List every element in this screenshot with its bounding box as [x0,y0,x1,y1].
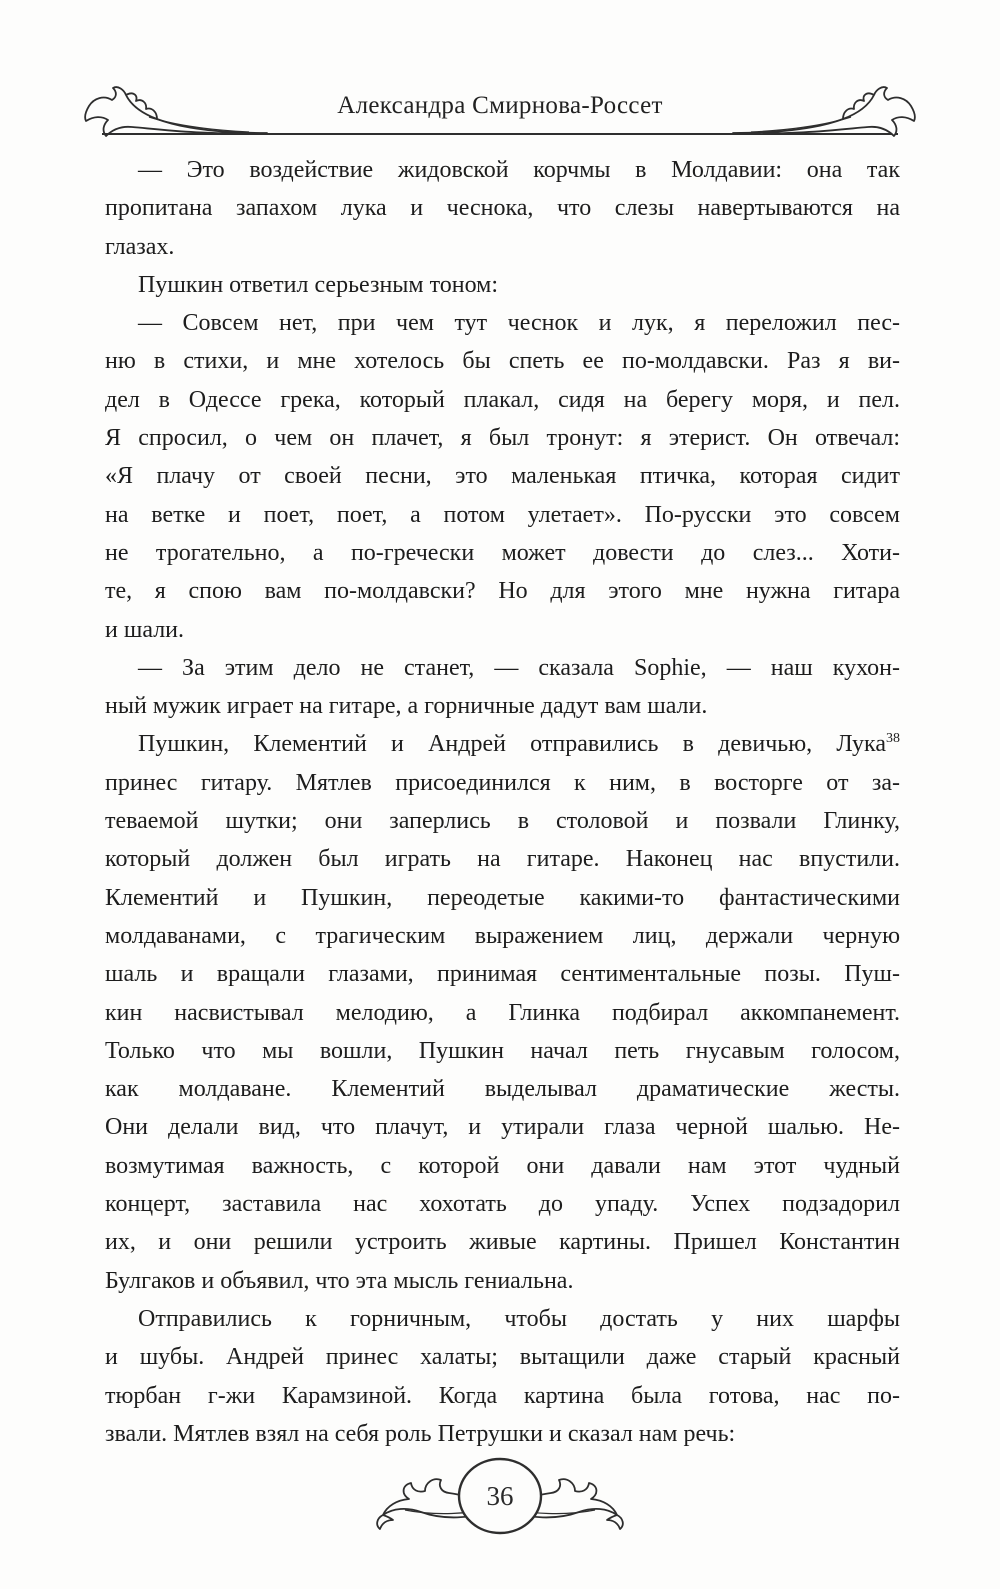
running-head [0,0,1000,150]
text-line: как молдаване. Клементий выделывал драматические жесты. [105,1076,900,1103]
text-line: и шубы. Андрей принес халаты; вытащили даже старый красный [105,1344,900,1371]
text-line: Пушкин, Клементий и Андрей отправились в девичью, Лука$^{38}$ [138,731,900,758]
text-line: «Я плачу от своей песни, это маленькая птичка, которая сидит [105,463,900,490]
text-line: Отправились к горничным, чтобы достать у них шарфы [138,1305,900,1332]
leaf-flourish-icon [731,80,916,142]
text-line: кин насвистывал мелодию, а Глинка подбирал аккомпанемент. [105,999,900,1026]
text-line: — Совсем нет, при чем тут чеснок и лук, я переложил пес- [138,310,900,337]
paragraph [105,304,900,649]
text-line: возмутимая важность, с которой они давали нам этот чудный [105,1152,900,1179]
text-line: Только что мы вошли, Пушкин начал петь гнусавым голосом, [105,1037,900,1064]
text-line: дел в Одессе грека, который плакал, сидя на берегу моря, и пел. [105,386,900,413]
text-line: ный мужик играет на гитаре, а горничные дадут вам шали. [105,693,708,720]
text-line: Пушкин ответил серьезным тоном: [138,271,499,298]
text-line: их, и они решили устроить живые картины. Пришел Константин [105,1229,900,1256]
footnote-reference: 38 [886,731,900,747]
chapter-author-title: Александра Смирнова-Россет [337,92,663,119]
text-line: Булгаков и объявил, что эта мысль гениальна. [105,1267,574,1294]
paragraph [105,1300,900,1453]
text-line: принес гитару. Мятлев присоединился к ним, в восторге от за- [105,769,900,796]
text-line: молдаванами, с трагическим выражением лиц, держали черную [105,922,900,949]
text-line: Я спросил, о чем он плачет, я был тронут: я этерист. Он отвечал: [105,425,900,452]
text-line: те, я спою вам по-молдавски? Но для этого мне нужна гитара [105,578,900,605]
text-line: концерт, заставила нас хохотать до упаду. Успех подзадорил [105,1191,900,1218]
text-line: на ветке и поет, поет, а потом улетает». По-русски это совсем [105,501,900,528]
paragraph [105,266,900,304]
text-line: Клементий и Пушкин, переодетые какими-то фантастическими [105,884,900,911]
text-line: глазах. [105,233,175,260]
paragraph [105,725,900,1299]
text-line: и шали. [105,616,185,643]
page-footer [375,1452,625,1547]
text-line: шаль и вращали глазами, принимая сентиментальные позы. Пуш- [105,961,900,988]
text-line: пропитана запахом лука и чеснока, что слезы навертываются на [105,195,900,222]
text-line: который должен был играть на гитаре. Наконец нас впустили. [105,846,900,873]
text-line: тюрбан г-жи Карамзиной. Когда картина была готова, нас по- [105,1382,900,1409]
text-line: Они делали вид, что плачут, и утирали глаза черной шалью. Не- [105,1114,900,1141]
text-line: ню в стихи, и мне хотелось бы спеть ее по-молдавски. Раз я ви- [105,348,900,375]
text-line: — За этим дело не станет, — сказала Sophie, — наш кухон- [138,654,900,681]
text-line: не трогательно, а по-гречески может довести до слез... Хоти- [105,539,900,566]
text-line: — Это воздействие жидовской корчмы в Молдавии: она так [138,157,900,183]
paragraph [105,151,900,266]
paragraph [105,649,900,726]
text-line: теваемой шутки; они заперлись в столовой и позвали Глинку, [105,808,900,835]
page-body [105,151,900,1453]
page-number: 36 [486,1481,514,1511]
text-line: звали. Мятлев взял на себя роль Петрушки и сказал нам речь: [105,1420,736,1447]
